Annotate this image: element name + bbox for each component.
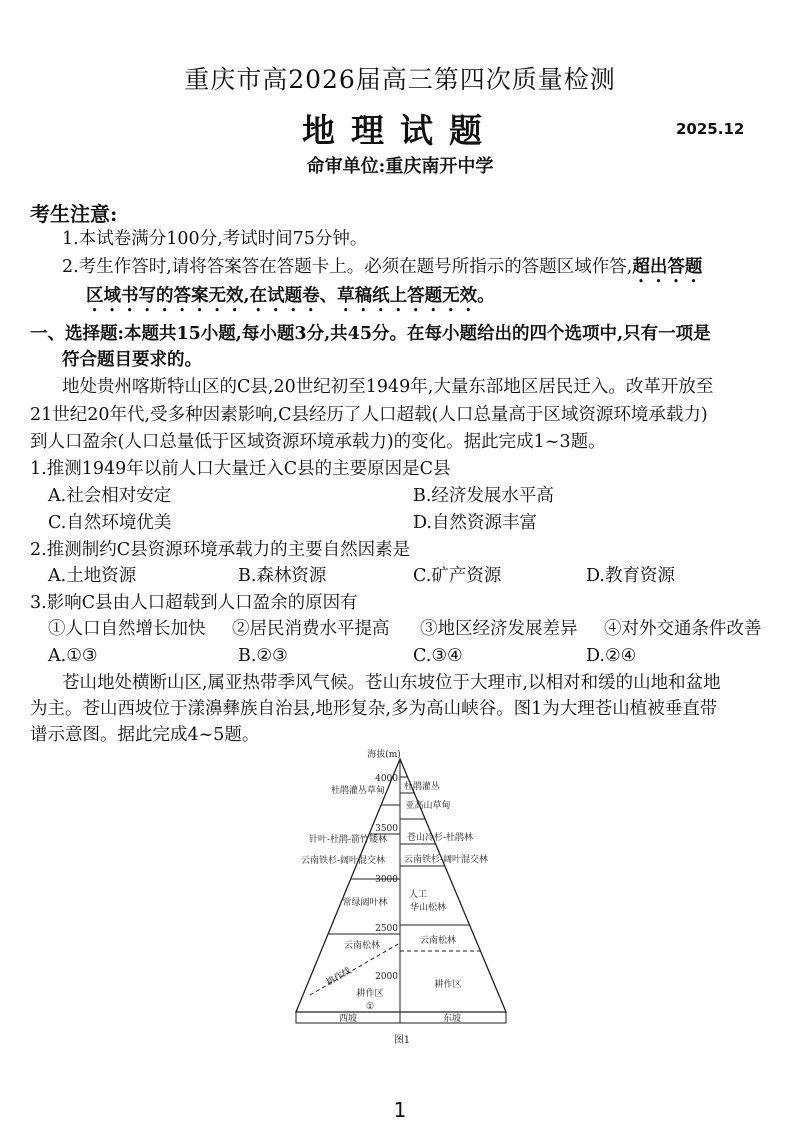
section-heading-cont: 符合题目要求的。 — [62, 350, 202, 370]
q1-option-a: A.社会相对安定 — [48, 486, 172, 506]
section-heading: 一、选择题:本题共15小题,每小题3分,共45分。在每小题给出的四个选项中,只有一项是 — [30, 324, 711, 344]
q3-option-a: A.①③ — [48, 646, 98, 666]
passage1-line1: 地处贵州喀斯特山区的C县,20世纪初至1949年,大量东部地区居民迁入。改革开放至 — [62, 377, 714, 397]
west-zone-3: 云南铁杉-阔叶混交林 — [300, 856, 386, 866]
q1-option-b: B.经济发展水平高 — [413, 486, 554, 506]
subject-title: 地理试题 — [302, 111, 498, 150]
figure-caption: 图1 — [393, 1035, 411, 1046]
q3-option-b: B.②③ — [238, 646, 288, 666]
east-zone-3: 苍山冷杉-杜鹃林 — [406, 833, 474, 843]
mountain-outline — [296, 759, 506, 1012]
tick-3500: 3500 — [375, 824, 398, 834]
q2-option-b: B.森林资源 — [238, 566, 327, 586]
west-zone-4: 常绿阔叶林 — [342, 898, 388, 908]
setter-unit: 命审单位:重庆南开中学 — [306, 156, 494, 177]
west-zone-6: 耕作区 — [356, 989, 384, 999]
notice-title: 考生注意: — [30, 202, 118, 226]
passage1-line3: 到人口盈余(人口总量低于区域资源环境承载力)的变化。据此完成1~3题。 — [30, 432, 606, 452]
east-zone-7: 云南松林 — [419, 936, 457, 946]
exam-date: 2025.12 — [676, 120, 745, 138]
notice-item-1: 1.本试卷满分100分,考试时间75分钟。 — [62, 229, 368, 249]
west-zone-2: 针叶-杜鹃-箭竹矮林 — [308, 835, 388, 845]
axis-label: 海拔(m) — [367, 750, 401, 760]
q3-statement-4: ④对外交通条件改善 — [604, 619, 762, 639]
q3-statement-3: ③地区经济发展差异 — [420, 619, 578, 639]
passage2-line1: 苍山地处横断山区,属亚热带季风气候。苍山东坡位于大理市,以相对和缓的山地和盆地 — [62, 673, 721, 693]
notice-item-2-cont: 区域书写的答案无效,在试题卷、草稿纸上答题无效。 — [86, 286, 495, 306]
q1-option-d: D.自然资源丰富 — [413, 513, 537, 533]
notice-item-2-text: 2.考生作答时,请将答案答在答题卡上。必须在题号所指示的答题区域作答, — [62, 257, 633, 277]
page-number: 1 — [393, 1098, 407, 1122]
east-zone-4: 云南铁杉-阔叶混交林 — [403, 855, 489, 865]
q3-statement-1: ①人口自然增长加快 — [48, 619, 206, 639]
q2-option-c: C.矿产资源 — [413, 566, 502, 586]
q3-option-d: D.②④ — [586, 646, 637, 666]
passage2-line3: 谱示意图。据此完成4~5题。 — [30, 725, 260, 745]
q1-stem: 1.推测1949年以前人口大量迁入C县的主要原因是C县 — [30, 459, 451, 479]
notice-item-2-emphasis: 超出答题 — [632, 257, 703, 277]
q2-stem: 2.推测制约C县资源环境承载力的主要自然因素是 — [30, 540, 411, 560]
slope-bar — [296, 1012, 506, 1023]
vegetation-zone-figure — [280, 745, 520, 1055]
exam-title: 重庆市高2026届高三第四次质量检测 — [184, 65, 616, 94]
tick-2500: 2500 — [375, 924, 398, 934]
tick-4000: 4000 — [375, 774, 398, 784]
cultivation-line-label: 耕作线 — [324, 966, 354, 989]
tick-3000: 3000 — [375, 875, 398, 885]
east-zone-2: 亚高山草甸 — [405, 801, 451, 811]
west-slope-label: 西坡 — [338, 1014, 358, 1024]
west-zone-7: ① — [365, 1002, 375, 1012]
west-zone-5: 云南松林 — [343, 941, 381, 951]
q3-option-c: C.③④ — [413, 646, 463, 666]
q2-option-a: A.土地资源 — [48, 566, 137, 586]
passage2-line2: 为主。苍山西坡位于漾濞彝族自治县,地形复杂,多为高山峡谷。图1为大理苍山植被垂直带 — [30, 699, 718, 719]
east-zone-1: 杜鹃灌丛 — [403, 782, 441, 792]
east-zone-8: 耕作区 — [434, 980, 462, 990]
q2-option-d: D.教育资源 — [586, 566, 675, 586]
east-zone-6: 华山松林 — [409, 903, 447, 913]
passage1-line2: 21世纪20年代,受多种因素影响,C县经历了人口超载(人口总量高于区域资源环境承载力) — [30, 405, 708, 425]
q3-statement-2: ②居民消费水平提高 — [232, 619, 390, 639]
east-zone-5: 人工 — [408, 890, 428, 900]
q1-option-c: C.自然环境优美 — [48, 513, 172, 533]
tick-2000: 2000 — [375, 972, 398, 982]
east-slope-label: 东坡 — [442, 1014, 462, 1024]
q3-stem: 3.影响C县由人口超载到人口盈余的原因有 — [30, 593, 358, 613]
west-zone-1: 杜鹃灌丛草甸 — [330, 786, 386, 796]
